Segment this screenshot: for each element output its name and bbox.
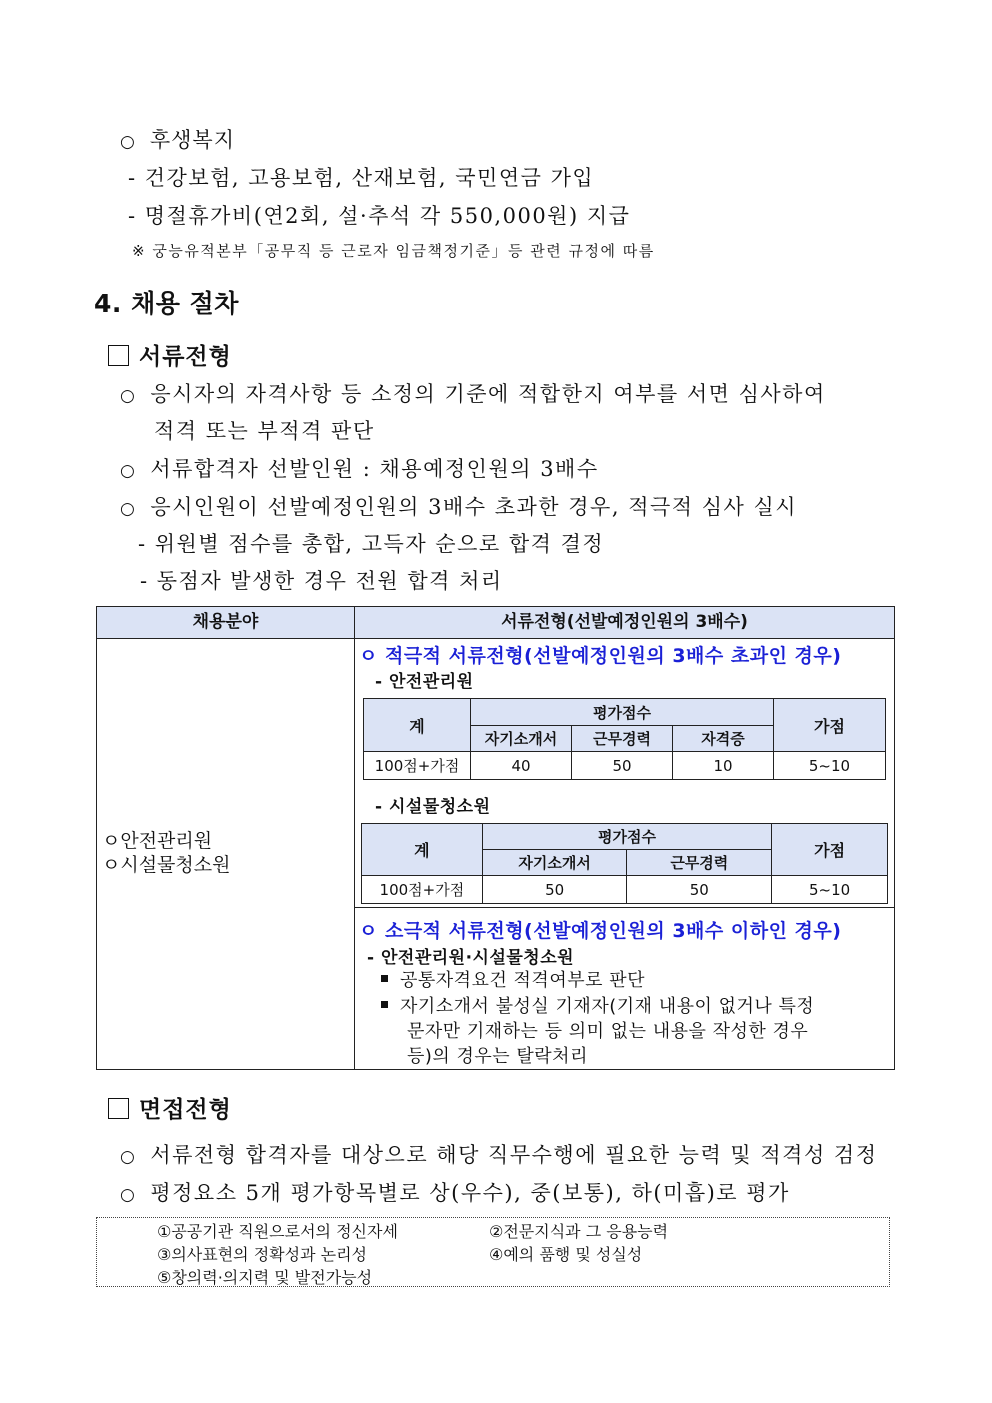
- cell-license: 10: [673, 752, 774, 780]
- interview-heading: [108, 1091, 232, 1124]
- screening-sub-item: - 동점자 발생한 경우 전원 합격 처리: [140, 569, 503, 593]
- table-header-row: [97, 607, 894, 639]
- criteria-item: ③의사표현의 정확성과 논리성: [157, 1245, 367, 1264]
- col-license: 자격증: [673, 726, 774, 752]
- interview-title: 면접전형: [139, 1096, 232, 1123]
- cell-bonus: 5~10: [774, 752, 886, 780]
- col-career: 근무경력: [627, 850, 772, 876]
- welfare-note: ※ 궁능유적본부「공무직 등 근로자 임금책정기준」등 관련 규정에 따름: [132, 242, 655, 260]
- cleaning-label: - 시설물청소원: [375, 797, 491, 817]
- passive-bullet: 공통자격요건 적격여부로 판단: [381, 968, 645, 993]
- document-screening-heading: [108, 338, 232, 371]
- document-screening-title: 서류전형: [139, 343, 232, 370]
- col-career: 근무경력: [572, 726, 673, 752]
- welfare-item: - 건강보험, 고용보험, 산재보험, 국민연금 가입: [128, 166, 595, 190]
- bullet-circle-icon: ○: [120, 132, 136, 152]
- field-safety: ㅇ안전관리원: [102, 830, 213, 852]
- screening-bullet: ○ 응시자의 자격사항 등 소정의 기준에 적합한지 여부를 서면 심사하여: [120, 382, 826, 406]
- screening-bullet: ○ 응시인원이 선발예정인원의 3배수 초과한 경우, 적극적 심사 실시: [120, 495, 798, 519]
- col-group: 평가점수: [482, 824, 771, 850]
- cleaning-score-table: [361, 823, 888, 904]
- col-total: 계: [364, 699, 471, 752]
- bullet-circle-icon: ○: [120, 386, 137, 406]
- active-screening-title: ㅇ 적극적 서류전형(선발예정인원의 3배수 초과인 경우): [359, 645, 842, 667]
- bullet-circle-icon: ○: [120, 499, 137, 519]
- col-group: 평가점수: [471, 699, 774, 726]
- welfare-heading: [120, 124, 235, 154]
- checkbox-square-icon: [108, 345, 129, 366]
- col-bonus: 가점: [772, 824, 888, 876]
- cell-divider: [355, 907, 894, 908]
- safety-score-table: [363, 698, 886, 780]
- header-field: 채용분야: [97, 607, 355, 638]
- passive-bullet-cont: 문자만 기재하는 등 의미 없는 내용을 작성한 경우: [407, 1021, 809, 1042]
- criteria-box: [96, 1217, 890, 1287]
- criteria-item: ①공공기관 직원으로서의 정신자세: [157, 1222, 398, 1241]
- col-intro: 자기소개서: [482, 850, 627, 876]
- cell-career: 50: [627, 876, 772, 904]
- passive-screening-title: ㅇ 소극적 서류전형(선발예정인원의 3배수 이하인 경우): [359, 920, 842, 942]
- passive-bullet: 자기소개서 불성실 기재자(기재 내용이 없거나 특정: [381, 994, 814, 1019]
- bullet-circle-icon: ○: [120, 1185, 137, 1205]
- section-title: 4. 채용 절차: [94, 289, 239, 318]
- passive-bullet-cont: 등)의 경우는 탈락처리: [407, 1046, 588, 1067]
- welfare-title: 후생복지: [149, 128, 235, 152]
- screening-table: [96, 606, 895, 1070]
- screening-bullet-cont: 적격 또는 부적격 판단: [154, 419, 375, 443]
- interview-bullet: ○ 서류전형 합격자를 대상으로 해당 직무수행에 필요한 능력 및 적격성 검정: [120, 1143, 878, 1167]
- cell-intro: 40: [471, 752, 572, 780]
- header-screening: 서류전형(선발예정인원의 3배수): [501, 612, 748, 632]
- cell-total: 100점+가점: [364, 752, 471, 780]
- cell-bonus: 5~10: [772, 876, 888, 904]
- bullet-circle-icon: ○: [120, 461, 137, 481]
- screening-bullet: ○ 서류합격자 선발인원 : 채용예정인원의 3배수: [120, 457, 599, 481]
- criteria-item: ④예의 품행 및 성실성: [489, 1245, 643, 1264]
- welfare-item: - 명절휴가비(연2회, 설·추석 각 550,000원) 지급: [128, 204, 631, 228]
- criteria-item: ⑤창의력·의지력 및 발전가능성: [157, 1268, 373, 1287]
- col-intro: 자기소개서: [471, 726, 572, 752]
- passive-label: - 안전관리원·시설물청소원: [367, 948, 575, 968]
- square-bullet-icon: [381, 975, 388, 982]
- col-bonus: 가점: [774, 699, 886, 752]
- cell-career: 50: [572, 752, 673, 780]
- interview-bullet: ○ 평정요소 5개 평가항목별로 상(우수), 중(보통), 하(미흡)로 평가: [120, 1181, 790, 1205]
- checkbox-square-icon: [108, 1098, 129, 1119]
- cell-intro: 50: [482, 876, 627, 904]
- field-cell: [97, 639, 355, 1069]
- col-total: 계: [362, 824, 483, 876]
- screening-sub-item: - 위원별 점수를 총합, 고득자 순으로 합격 결정: [138, 532, 605, 556]
- cell-total: 100점+가점: [362, 876, 483, 904]
- safety-label: - 안전관리원: [375, 672, 474, 692]
- screening-cell: [355, 639, 894, 1069]
- field-cleaning: ㅇ시설물청소원: [102, 854, 231, 876]
- bullet-circle-icon: ○: [120, 1147, 137, 1167]
- square-bullet-icon: [381, 1001, 388, 1008]
- criteria-item: ②전문지식과 그 응용능력: [489, 1222, 669, 1241]
